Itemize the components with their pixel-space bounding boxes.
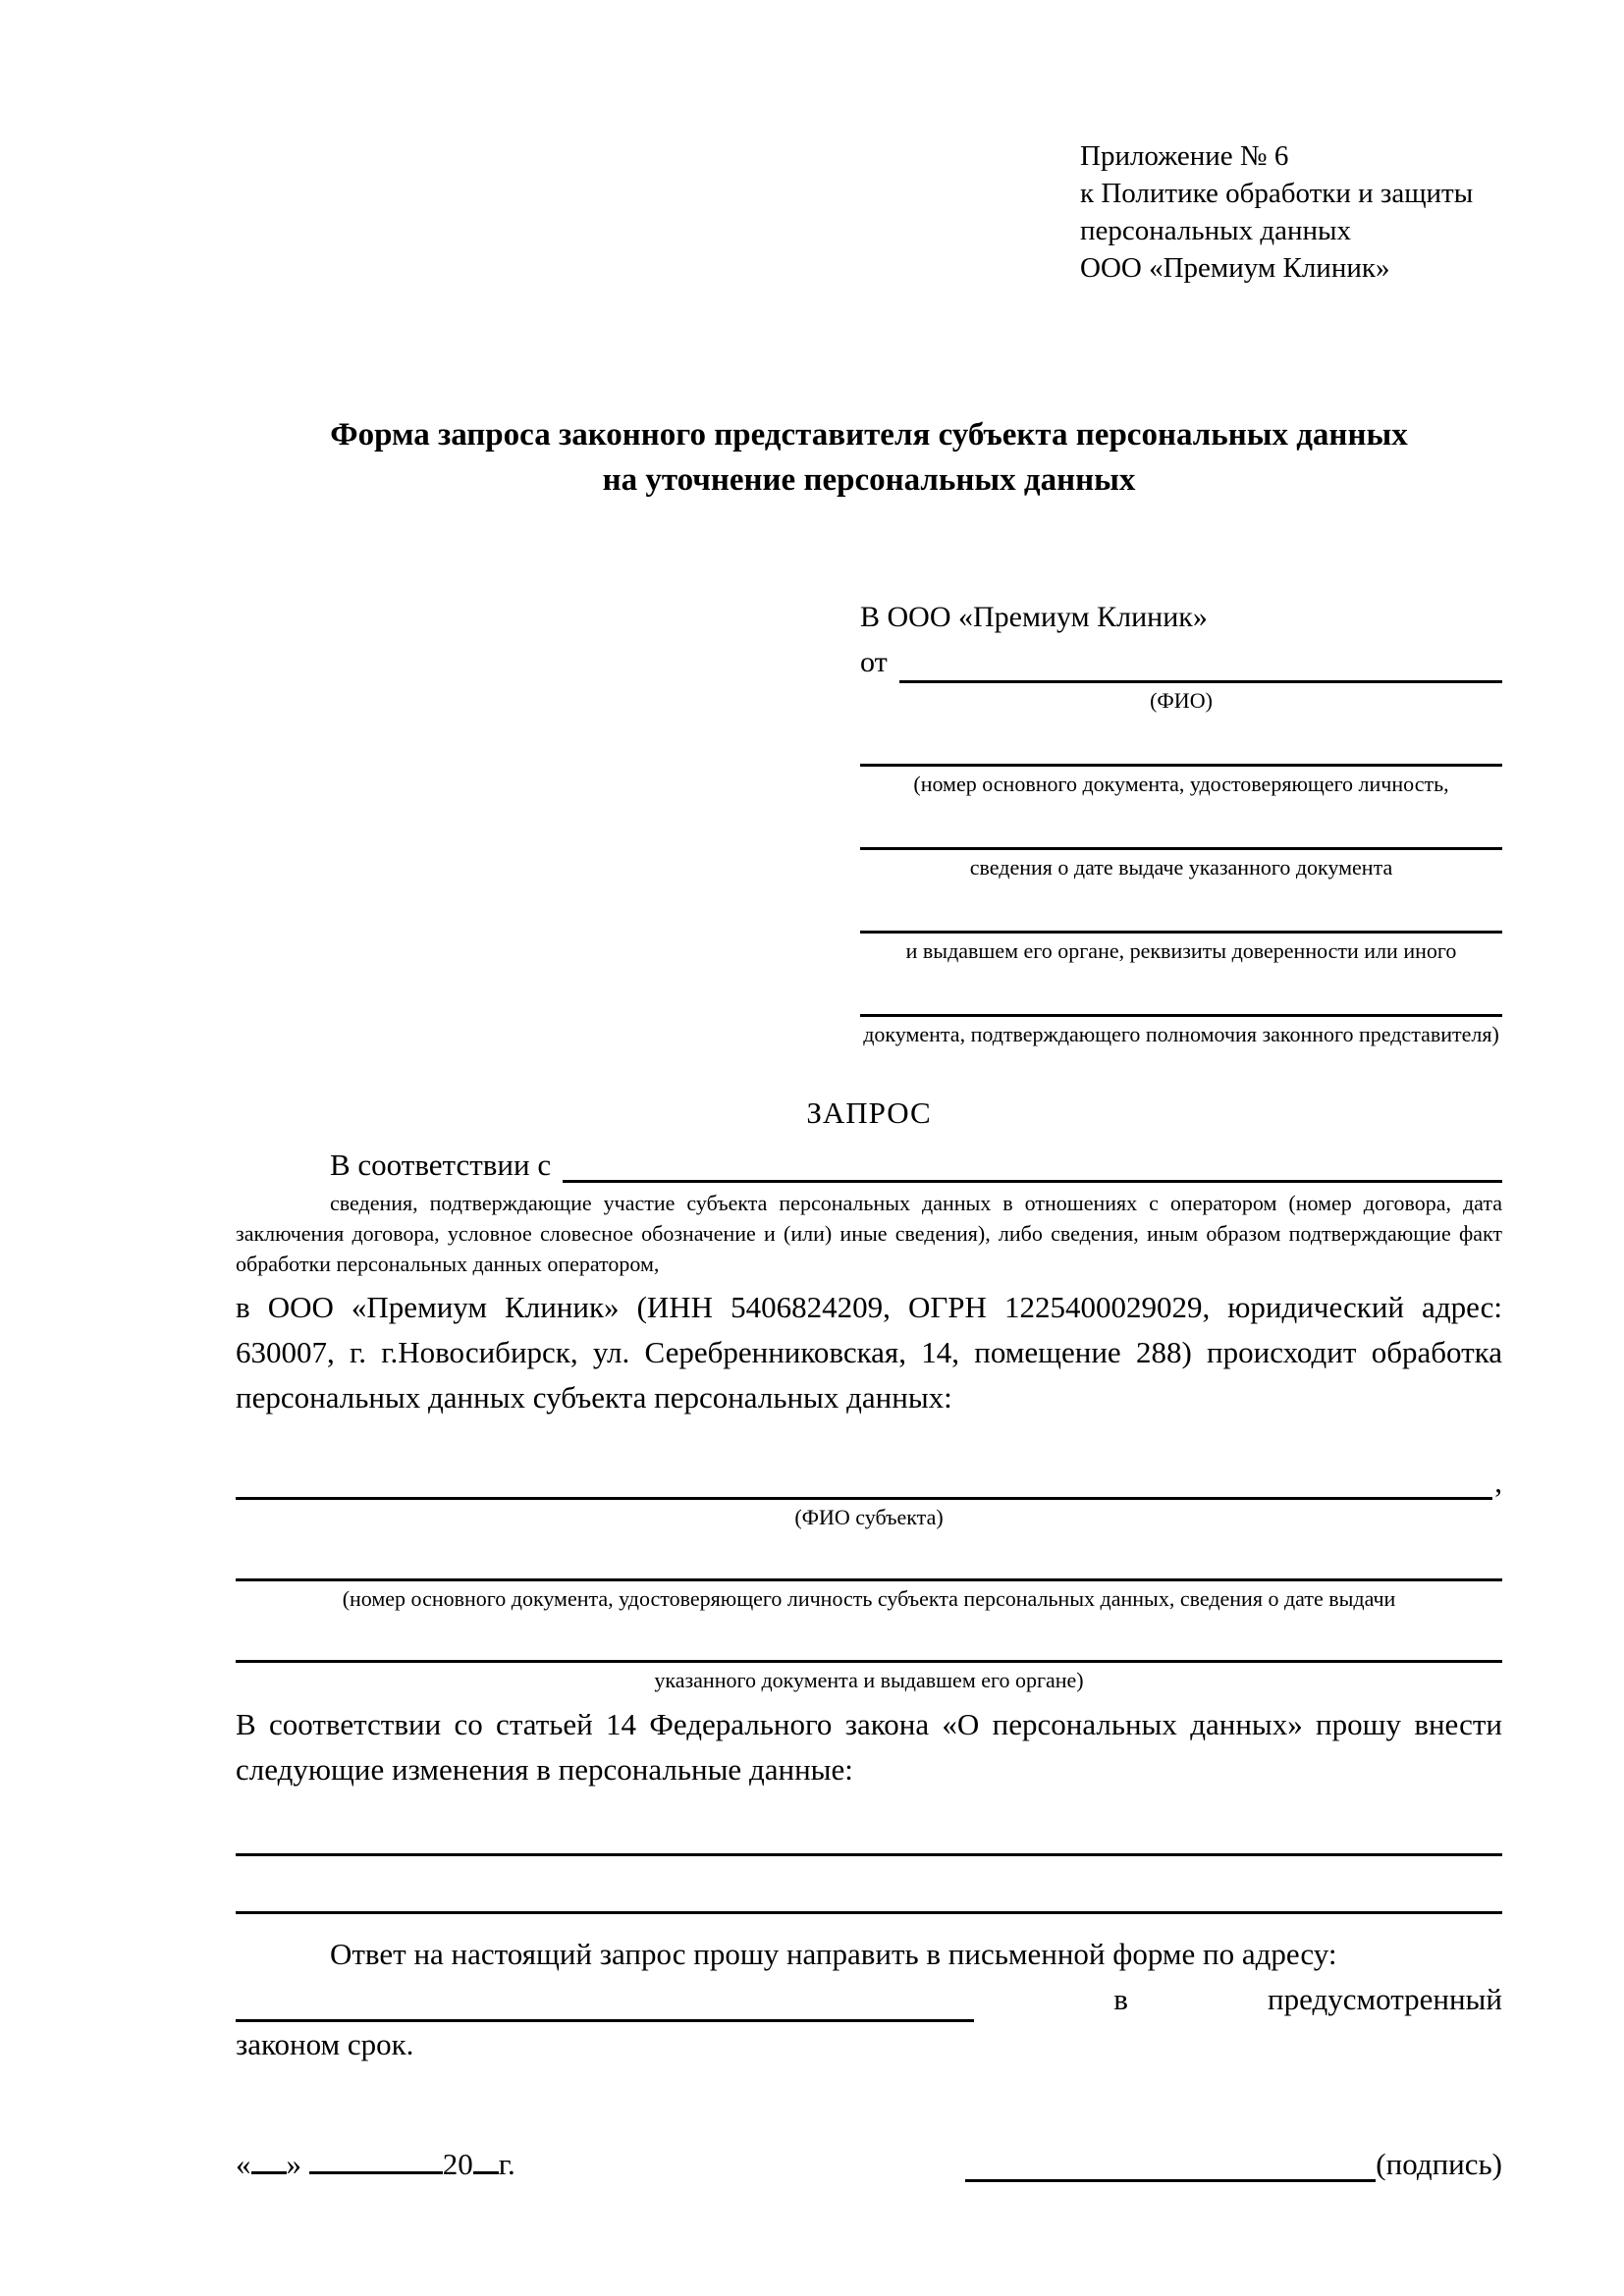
fill-month (309, 2142, 443, 2174)
appendix-line-1: Приложение № 6 (1080, 140, 1289, 172)
date-signature-row (236, 2142, 1502, 2182)
subject-name-caption: (ФИО субъекта) (794, 1505, 944, 1529)
fill-caption: и выдавшем его органе, реквизиты доверенности или иного (905, 938, 1457, 963)
fill-caption: сведения о дате выдаче указанного документа (969, 855, 1393, 880)
addressee-fill-row (860, 1014, 1502, 1048)
fill-line-authority-document (860, 1014, 1502, 1017)
trailing-comma: , (1494, 1465, 1502, 1499)
addressee-from-row (860, 642, 1502, 683)
appendix-block (1080, 137, 1502, 287)
signature-part (965, 2144, 1502, 2182)
addressee-block (860, 597, 1502, 1048)
year-prefix: 20 (442, 2147, 473, 2181)
fill-line-signature (965, 2144, 1376, 2182)
subject-document-row (236, 1578, 1502, 1613)
appendix-line-4: ООО «Премиум Клиник» (1080, 252, 1390, 284)
fill-day (251, 2142, 287, 2174)
subject-document-row-2 (236, 1660, 1502, 1694)
year-suffix: г. (498, 2147, 515, 2181)
request-heading: ЗАПРОС (806, 1095, 932, 1130)
accordance-row (236, 1145, 1502, 1183)
subject-name-row (236, 1462, 1502, 1500)
open-quote: « (236, 2147, 251, 2181)
page-title (236, 412, 1502, 503)
from-label: от (860, 646, 888, 678)
answer-address-row (236, 1977, 1502, 2022)
fill-line-answer-address (236, 1984, 974, 2022)
fill-line-issue-date (860, 847, 1502, 850)
appendix-line-2: к Политике обработки и защиты (1080, 178, 1474, 209)
addressee-organization: В ООО «Премиум Клиник» (860, 601, 1208, 633)
addressee-fill-row (860, 764, 1502, 798)
fill-line-changes-1 (236, 1853, 1502, 1856)
fill-line-issuing-authority (860, 931, 1502, 934)
date-part (236, 2142, 515, 2182)
answer-tail-word-1: в (1113, 1982, 1128, 2016)
fill-line-subject-document-issuer (236, 1660, 1502, 1663)
accordance-label: В соответствии с (330, 1148, 552, 1182)
article-paragraph: В соответствии со статьей 14 Федерального закона «О персональных данных» прошу внести следующие изменения в персональные данные: (236, 1707, 1502, 1787)
fill-year (473, 2142, 499, 2174)
fill-caption: документа, подтверждающего полномочия законного представителя) (863, 1022, 1499, 1046)
basis-explanation-note: сведения, подтверждающие участие субъекта персональных данных в отношениях с оператором (номер договора, дата заключения договора, условное словесное обозначение и (или) иные сведения), либо сведения, иным образом подтверждающие факт обработки персональных данных оператором, (236, 1191, 1502, 1276)
subject-document-caption: (номер основного документа, удостоверяющего личность субъекта персональных данных, сведения о дате выдачи (342, 1586, 1396, 1611)
fill-line-subject-document (236, 1578, 1502, 1581)
close-quote: » (286, 2147, 301, 2181)
fill-line-changes-2 (236, 1911, 1502, 1914)
page-title-line-1: Форма запроса законного представителя субъекта персональных данных (330, 417, 1408, 453)
page-title-line-2: на уточнение персональных данных (602, 462, 1136, 498)
addressee-fill-row (860, 847, 1502, 881)
fill-line-representative-name (899, 645, 1502, 683)
signature-caption: (подпись) (1376, 2147, 1502, 2181)
fill-caption: (номер основного документа, удостоверяющего личность, (913, 772, 1449, 796)
subject-document-caption-2: указанного документа и выдавшем его органе) (654, 1668, 1084, 1692)
answer-paragraph: Ответ на настоящий запрос прошу направить в письменной форме по адресу: (330, 1937, 1337, 1971)
fio-caption: (ФИО) (1150, 688, 1213, 713)
addressee-fill-row (860, 931, 1502, 965)
operator-paragraph: в ООО «Премиум Клиник» (ИНН 5406824209, ОГРН 1225400029029, юридический адрес: 630007, г. г.Новосибирск, ул. Серебренниковская, 14, помещение 288) происходит обработка персональных данных субъекта персональных данных: (236, 1290, 1502, 1415)
answer-paragraph-end: законом срок. (236, 2027, 414, 2061)
appendix-line-3: персональных данных (1080, 215, 1352, 246)
fill-line-subject-name (236, 1462, 1492, 1500)
answer-tail-word-2: предусмотренный (1268, 1982, 1502, 2016)
fill-line-document-number (860, 764, 1502, 767)
fill-line-basis (563, 1145, 1502, 1183)
